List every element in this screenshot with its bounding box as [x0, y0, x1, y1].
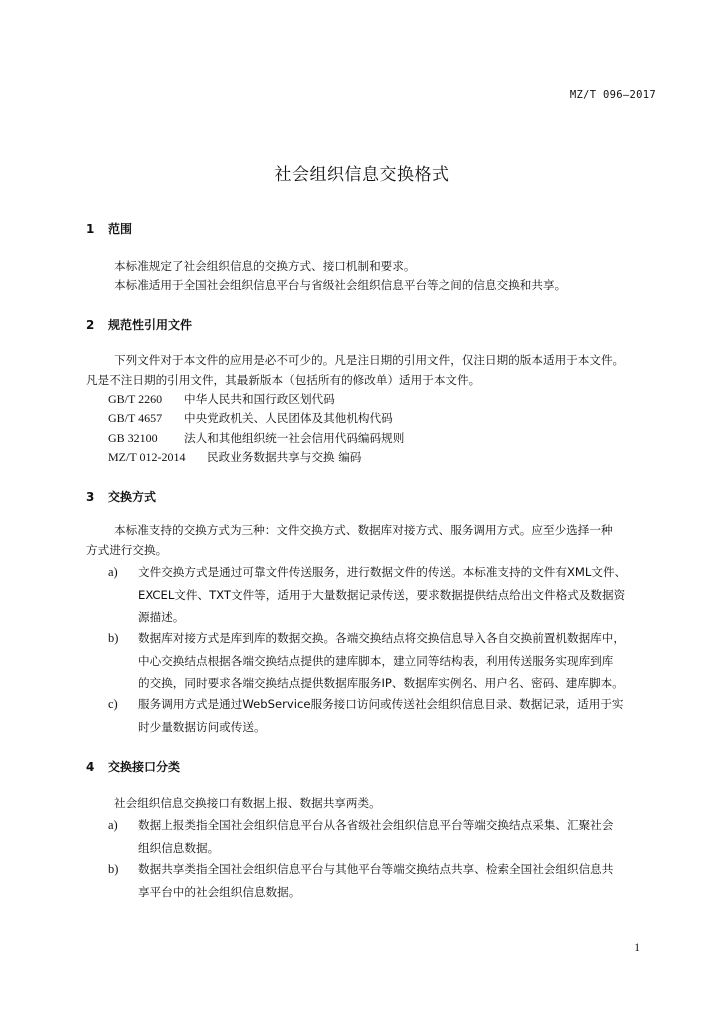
- reference-title: 法人和其他组织统一社会信用代码编码规则: [184, 431, 405, 445]
- list-line: 源描述。: [138, 610, 185, 624]
- list-line: 组织信息数据。: [138, 840, 220, 855]
- list-line: 数据共享类指全国社会组织信息平台与其他平台等端交换结点共享、检索全国社会组织信息共: [138, 862, 614, 876]
- section-4-heading: [86, 758, 180, 775]
- paragraph-line: 下列文件对于本文件的应用是必不可少的。凡是注日期的引用文件，仅注日期的版本适用于本文件。: [114, 353, 625, 367]
- list-line: 文件交换方式是通过可靠文件传送服务，进行数据文件的传送。本标准支持的文件有XML文件、: [138, 565, 627, 579]
- paragraph: 本标准适用于全国社会组织信息平台与省级社会组织信息平台等之间的信息交换和共享。: [114, 278, 567, 292]
- section-number: 4: [86, 760, 95, 774]
- paragraph-line: 社会组织信息交换接口有数据上报、数据共享两类。: [114, 796, 381, 810]
- reference-title: 中央党政机关、人民团体及其他机构代码: [184, 411, 393, 425]
- section-title: 交换方式: [108, 490, 157, 504]
- paragraph-line: 本标准支持的交换方式为三种：文件交换方式、数据库对接方式、服务调用方式。应至少选择一种: [114, 523, 613, 537]
- reference-title: 中华人民共和国行政区划代码: [184, 392, 335, 406]
- paragraph: 本标准规定了社会组织信息的交换方式、接口机制和要求。: [114, 259, 416, 273]
- list-line: 数据库对接方式是库到库的数据交换。各端交换结点将交换信息导入各自交换前置机数据库中，: [138, 631, 625, 645]
- reference-item: [108, 430, 404, 446]
- page-number: 1: [634, 942, 640, 954]
- section-number: 3: [86, 490, 95, 504]
- list-marker: c): [108, 697, 118, 711]
- section-2-heading: [86, 316, 192, 333]
- reference-item: [108, 410, 393, 426]
- list-line: EXCEL文件、TXT文件等，适用于大量数据记录传送，要求数据提供结点给出文件格式及数据资: [138, 587, 626, 602]
- list-line: 服务调用方式是通过WebService服务接口访问或传送社会组织信息目录、数据记录，适用于实: [138, 697, 624, 711]
- section-number: 2: [86, 318, 95, 332]
- reference-code: MZ/T 012-2014: [108, 450, 186, 464]
- list-marker: b): [108, 862, 119, 876]
- section-title: 规范性引用文件: [108, 318, 193, 332]
- reference-title: 民政业务数据共享与交换 编码: [207, 450, 362, 464]
- reference-code: GB/T 4657: [108, 411, 163, 425]
- reference-code: GB 32100: [108, 431, 158, 445]
- section-number: 1: [86, 222, 95, 236]
- reference-item: [108, 391, 335, 407]
- list-line: 享平台中的社会组织信息数据。: [138, 884, 301, 899]
- paragraph-line: 方式进行交换。: [86, 543, 168, 557]
- list-line: 中心交换结点根据各端交换结点提供的建库脚本，建立同等结构表，利用传送服务实现库到库: [138, 653, 614, 668]
- list-marker: b): [108, 631, 119, 645]
- document-title: 社会组织信息交换格式: [274, 165, 450, 185]
- list-line: 数据上报类指全国社会组织信息平台从各省级社会组织信息平台等端交换结点采集、汇聚社会: [138, 818, 614, 832]
- standard-code: MZ/T 096—2017: [569, 89, 656, 101]
- reference-code: GB/T 2260: [108, 392, 163, 406]
- section-1-heading: [86, 220, 132, 237]
- list-line: 时少量数据访问或传送。: [138, 719, 266, 734]
- section-title: 交换接口分类: [108, 760, 181, 774]
- list-line: 的交换，同时要求各端交换结点提供数据库服务IP、数据库实例名、用户名、密码、建库脚本。: [138, 676, 624, 690]
- paragraph-line: 凡是不注日期的引用文件，其最新版本（包括所有的修改单）适用于本文件。: [86, 373, 481, 387]
- reference-item: [108, 449, 361, 465]
- section-3-heading: [86, 488, 156, 505]
- list-marker: a): [108, 565, 118, 579]
- list-marker: a): [108, 818, 118, 832]
- section-title: 范围: [108, 222, 133, 236]
